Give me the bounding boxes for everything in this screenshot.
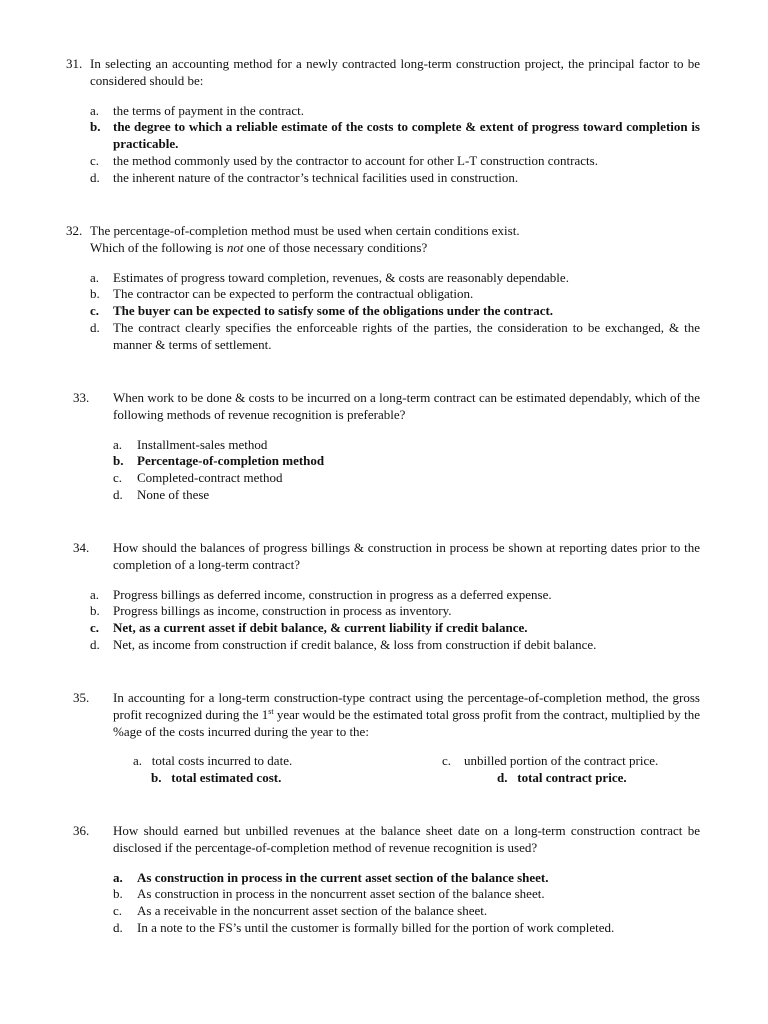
option-d: [113, 486, 700, 504]
option-letter: d.: [90, 636, 100, 652]
option-text: total estimated cost.: [171, 770, 282, 786]
option-letter: c.: [90, 152, 100, 168]
option-text: Installment-sales method: [137, 436, 268, 452]
option-text: the degree to which a reliable estimate of the costs to complete & extent of progress toward completion is practicable.: [113, 119, 700, 152]
option-a: [113, 436, 700, 454]
option-text: Net, as income from construction if credit balance, & loss from construction if debit balance.: [113, 636, 597, 652]
option-d: [90, 319, 700, 354]
question-text-part: Which of the following is: [90, 239, 227, 255]
question-number: 33.: [73, 390, 90, 405]
option-b: [90, 286, 700, 303]
option-letter: d.: [113, 919, 123, 935]
option-letter: a.: [90, 269, 100, 285]
option-text: As a receivable in the noncurrent asset section of the balance sheet.: [137, 903, 488, 919]
superscript: st: [268, 706, 274, 716]
option-text: Progress billings as income, construction in process as inventory.: [113, 603, 452, 619]
option-letter: a.: [113, 436, 123, 452]
option-text: total costs incurred to date.: [151, 753, 293, 769]
question-stem: [73, 390, 700, 424]
question-number: 32.: [66, 223, 83, 238]
question-32: [0, 223, 768, 354]
option-text: Estimates of progress toward completion, revenues, & costs are reasonably dependable.: [113, 269, 569, 285]
option-list: [90, 102, 700, 187]
option-letter: b.: [113, 886, 123, 902]
option-text: the inherent nature of the contractor’s technical facilities used in construction.: [113, 169, 519, 185]
question-stem: [73, 690, 701, 740]
option-a: [90, 586, 700, 604]
option-letter: b.: [113, 453, 124, 469]
option-c: [113, 470, 700, 487]
option-c: [442, 753, 658, 770]
option-grid: [0, 753, 768, 793]
option-letter: c.: [90, 620, 100, 636]
option-letter: b.: [151, 770, 162, 786]
option-letter: a.: [90, 586, 100, 602]
question-text: How should the balances of progress billings & construction in process be shown at reporting dates prior to the completion of a long-term contract?: [113, 540, 700, 572]
option-letter: b.: [90, 603, 100, 619]
option-d: [497, 770, 627, 787]
option-text: the terms of payment in the contract.: [113, 102, 304, 118]
question-number: 36.: [73, 823, 90, 838]
option-b: [90, 119, 700, 153]
option-letter: c.: [90, 303, 100, 319]
option-list: [113, 869, 700, 937]
option-text: Progress billings as deferred income, construction in progress as a deferred expense.: [113, 586, 552, 602]
option-c: [113, 903, 700, 920]
option-letter: d.: [90, 319, 100, 335]
option-b: [90, 603, 700, 620]
question-31: [0, 56, 768, 187]
option-letter: b.: [90, 286, 100, 302]
question-text-line-1: The percentage-of-completion method must be used when certain conditions exist.: [90, 223, 520, 238]
option-text: unbilled portion of the contract price.: [464, 753, 659, 769]
option-b: [151, 770, 281, 787]
option-text: As construction in process in the noncurrent asset section of the balance sheet.: [137, 886, 545, 902]
emphasis-text: not: [226, 239, 244, 255]
question-stem: [66, 56, 700, 90]
option-text: The buyer can be expected to satisfy some of the obligations under the contract.: [113, 303, 554, 319]
question-number: 34.: [73, 540, 90, 555]
question-text-line-2: [90, 240, 700, 257]
question-text: When work to be done & costs to be incurred on a long-term contract can be estimated dependably, which of the following methods of revenue recognition is preferable?: [113, 390, 700, 422]
option-letter: a.: [133, 753, 143, 769]
question-36: [0, 823, 768, 937]
option-letter: c.: [113, 470, 123, 486]
option-text: As construction in process in the current asset section of the balance sheet.: [137, 869, 549, 885]
option-text: Net, as a current asset if debit balance, & current liability if credit balance.: [113, 620, 528, 636]
option-a: [113, 869, 700, 887]
option-letter: d.: [497, 770, 508, 786]
option-d: [113, 919, 700, 937]
question-stem: [73, 540, 700, 574]
option-a: [90, 269, 700, 287]
option-letter: d.: [90, 169, 100, 185]
option-letter: c.: [113, 903, 123, 919]
question-text: In selecting an accounting method for a newly contracted long-term construction project, the principal factor to be considered should be:: [90, 56, 700, 88]
option-c: [90, 620, 700, 637]
option-list: [90, 586, 700, 654]
question-text-part: year would be the estimated total gross profit from the contract, multiplied by the %age of the costs incurred during the year to the:: [113, 706, 701, 739]
question-stem: [73, 823, 700, 857]
option-letter: a.: [90, 102, 100, 118]
option-letter: c.: [442, 753, 452, 769]
question-35: [0, 690, 768, 793]
question-34: [0, 540, 768, 654]
option-letter: d.: [113, 486, 123, 502]
question-number: 35.: [73, 690, 90, 705]
option-list: [90, 269, 700, 354]
option-text: The contractor can be expected to perform the contractual obligation.: [113, 286, 474, 302]
option-b: [113, 453, 700, 470]
question-33: [0, 390, 768, 504]
option-c: [90, 152, 700, 170]
option-text: Completed-contract method: [137, 470, 283, 486]
option-list: [113, 436, 700, 504]
question-text: How should earned but unbilled revenues at the balance sheet date on a long-term construction contract be disclosed if the percentage-of-completion method of revenue recognition is used?: [113, 823, 700, 855]
option-d: [90, 169, 700, 187]
option-a: [90, 102, 700, 120]
option-b: [113, 886, 700, 903]
question-text-part: one of those necessary conditions?: [243, 239, 428, 255]
option-d: [90, 636, 700, 654]
option-text: the method commonly used by the contractor to account for other L-T construction contracts.: [113, 152, 598, 168]
option-text: The contract clearly specifies the enforceable rights of the parties, the consideration to be exchanged, & the manner & terms of settlement.: [113, 319, 700, 352]
option-text: None of these: [137, 486, 210, 502]
option-a: [133, 753, 292, 770]
option-text: In a note to the FS’s until the customer is formally billed for the portion of work completed.: [137, 919, 615, 935]
question-text-part: In accounting for a long-term construction-type contract using the percentage-of-completion method, the gross profit recognized during the 1: [113, 690, 700, 722]
option-text: Percentage-of-completion method: [137, 453, 325, 469]
option-letter: a.: [113, 869, 123, 885]
option-c: [90, 303, 700, 320]
question-stem: [66, 223, 700, 257]
option-text: total contract price.: [517, 770, 627, 786]
question-number: 31.: [66, 56, 83, 71]
option-letter: b.: [90, 119, 101, 135]
